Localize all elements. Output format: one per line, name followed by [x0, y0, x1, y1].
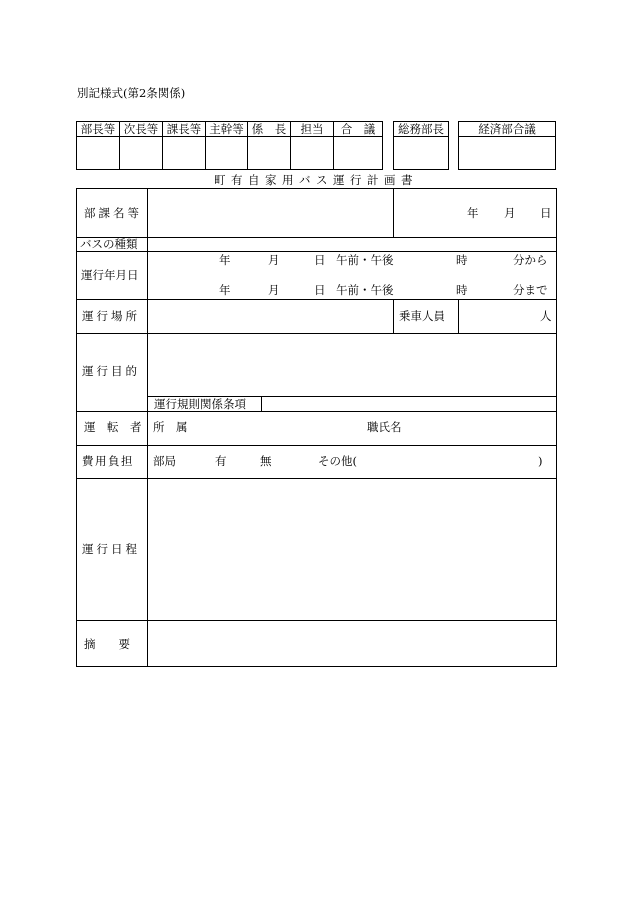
approval-grid [76, 121, 383, 170]
to-nen: 年 [219, 283, 231, 297]
approval-header-shukan: 主幹等 [206, 122, 248, 137]
date-hi: 日 [540, 206, 552, 220]
date-label: 運行年月日 [81, 268, 139, 282]
row-divider [76, 411, 557, 412]
passengers-label: 乗車人員 [399, 309, 445, 323]
row-divider [76, 299, 557, 300]
form-id: 別記様式(第2条関係) [77, 86, 186, 100]
stamp-box-somu[interactable] [394, 137, 449, 170]
approval-keizai [458, 121, 556, 170]
from-ji: 時 [456, 253, 468, 267]
approval-header-keizai: 経済部合議 [459, 122, 556, 137]
col-divider [393, 188, 394, 237]
position-name-label: 職氏名 [367, 420, 402, 434]
col-divider [458, 299, 459, 333]
passengers-unit: 人 [540, 309, 552, 323]
from-ampm: 午前・午後 [336, 253, 394, 267]
schedule-label: 運行日程 [82, 542, 140, 556]
stamp-box-gogi[interactable] [334, 137, 383, 170]
cost-no[interactable]: 無 [260, 454, 272, 468]
passengers-field[interactable] [461, 301, 531, 331]
approval-header-gogi: 合 議 [334, 122, 383, 137]
approval-header-somu: 総務部長 [394, 122, 449, 137]
regulation-label: 運行規則関係条項 [154, 397, 246, 411]
summary-field[interactable] [150, 622, 555, 665]
purpose-field[interactable] [150, 335, 555, 394]
row-divider [76, 620, 557, 621]
purpose-label: 運行目的 [82, 364, 140, 378]
affiliation-label: 所 属 [153, 420, 188, 434]
approval-header-kakaricho: 係 長 [248, 122, 291, 137]
stamp-box-jicho[interactable] [120, 137, 163, 170]
stamp-box-kacho[interactable] [163, 137, 206, 170]
approval-header-jicho: 次長等 [120, 122, 163, 137]
col-divider [261, 396, 262, 411]
from-hi: 日 [314, 253, 326, 267]
row-divider [76, 333, 557, 334]
bus-type-field[interactable] [150, 238, 555, 250]
date-nen: 年 [467, 206, 479, 220]
from-nen: 年 [219, 253, 231, 267]
from-fun: 分から [513, 253, 548, 267]
stamp-box-keizai[interactable] [459, 137, 556, 170]
stamp-box-bucho[interactable] [77, 137, 120, 170]
approval-somu [393, 121, 449, 170]
approval-header-tanto: 担当 [291, 122, 334, 137]
schedule-field[interactable] [150, 480, 555, 618]
row-divider [76, 251, 557, 252]
approval-header-bucho: 部長等 [77, 122, 120, 137]
cost-other[interactable]: その他( [318, 454, 357, 468]
cost-yes[interactable]: 有 [215, 454, 227, 468]
regulation-field[interactable] [264, 398, 555, 410]
bus-type-label: バスの種類 [80, 237, 138, 251]
summary-label: 摘 要 [84, 637, 130, 651]
to-fun: 分まで [513, 283, 548, 297]
col-divider [393, 299, 394, 333]
driver-label: 運 転 者 [84, 420, 142, 434]
to-hi: 日 [314, 283, 326, 297]
to-tsuki: 月 [268, 283, 280, 297]
cost-dept: 部局 [153, 454, 176, 468]
stamp-box-shukan[interactable] [206, 137, 248, 170]
dept-field[interactable] [150, 190, 391, 235]
cost-label: 費用負担 [82, 454, 134, 468]
approval-header-kacho: 課長等 [163, 122, 206, 137]
row-divider [76, 478, 557, 479]
stamp-box-tanto[interactable] [291, 137, 334, 170]
cost-close: ) [538, 454, 543, 468]
label-divider [147, 188, 148, 667]
place-field[interactable] [150, 301, 391, 331]
page-title: 町有自家用バス運行計画書 [214, 173, 418, 187]
dept-label: 部課名等 [84, 206, 142, 220]
from-tsuki: 月 [268, 253, 280, 267]
row-divider [76, 445, 557, 446]
to-ji: 時 [456, 283, 468, 297]
to-ampm: 午前・午後 [336, 283, 394, 297]
stamp-box-kakaricho[interactable] [248, 137, 291, 170]
place-label: 運行場所 [82, 309, 140, 323]
date-tsuki: 月 [504, 206, 516, 220]
